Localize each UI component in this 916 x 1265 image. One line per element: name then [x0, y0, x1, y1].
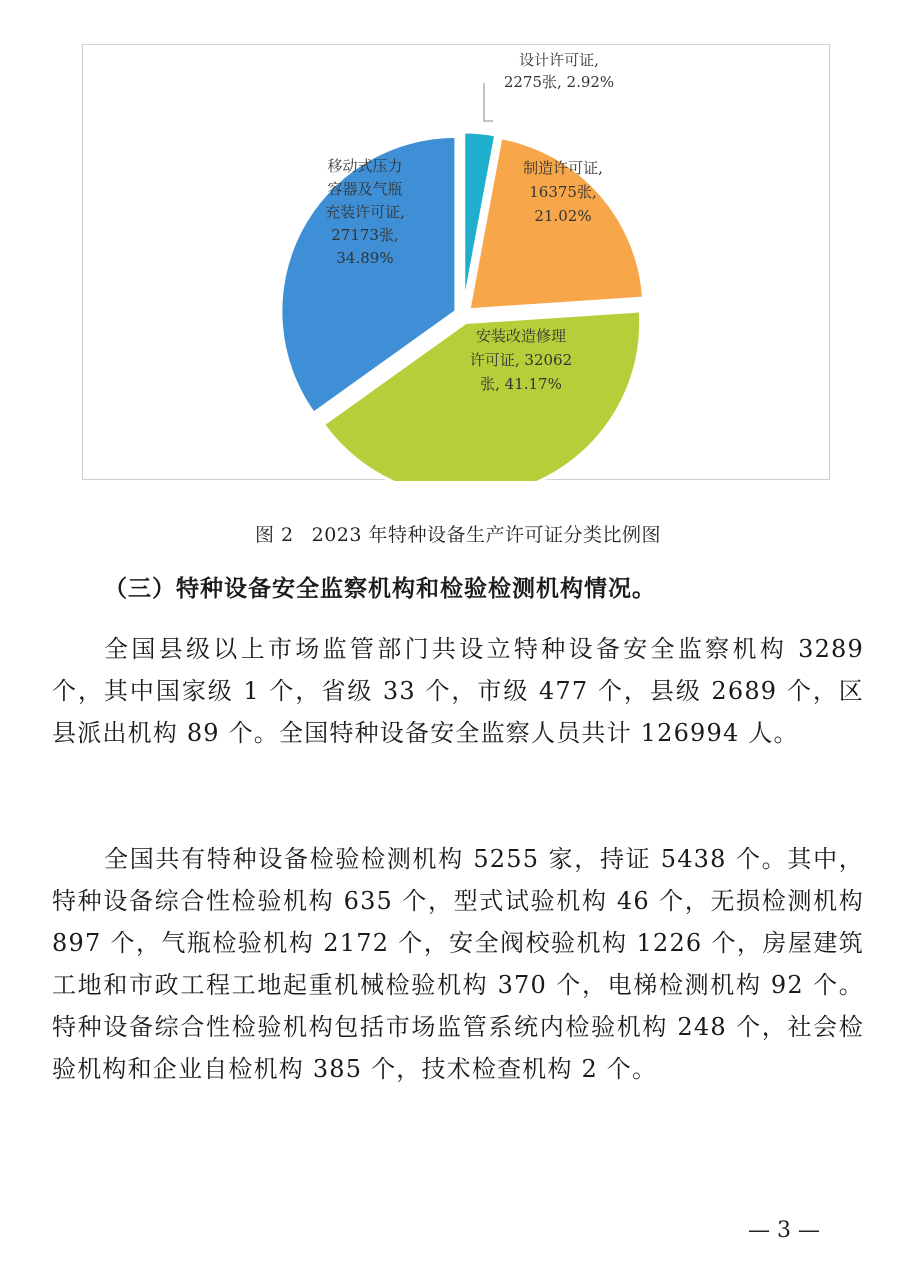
label-line: 制造许可证, — [523, 159, 603, 177]
label-line: 21.02% — [534, 207, 592, 225]
label-line: 移动式压力 — [327, 157, 403, 175]
label-line: 27173张, — [331, 226, 399, 244]
label-line: 安装改造修理 — [475, 327, 567, 345]
label-installation — [470, 327, 572, 393]
label-line: 充装许可证, — [325, 203, 405, 221]
leader-line — [484, 83, 493, 121]
label-filling — [325, 157, 405, 267]
pie-chart-frame — [82, 44, 830, 480]
figure-number: 图 2 — [254, 524, 294, 546]
paragraph-supervision-agencies: 全国县级以上市场监管部门共设立特种设备安全监察机构 3289 个，其中国家级 1 个，省级 33 个，市级 477 个，县级 2689 个，区县派出机构 89 个。全国特种设备安全监察人员共计 126994 人。 — [52, 635, 864, 747]
label-manufacture — [523, 159, 603, 225]
section-heading: （三）特种设备安全监察机构和检验检测机构情况。 — [104, 575, 656, 602]
label-line: 16375张, — [529, 183, 597, 201]
label-line: 2275张, 2.92% — [503, 73, 615, 91]
figure-caption — [0, 520, 916, 547]
label-line: 张, 41.17% — [480, 375, 562, 393]
label-line: 设计许可证, — [519, 51, 599, 69]
label-line: 许可证, 32062 — [469, 351, 573, 369]
page-number: — 3 — — [748, 1218, 820, 1243]
label-line: 容器及气瓶 — [327, 180, 403, 198]
label-line: 34.89% — [336, 249, 394, 267]
figure-caption-text: 2023 年特种设备生产许可证分类比例图 — [311, 524, 662, 546]
label-design — [504, 51, 614, 91]
pie-chart — [83, 45, 831, 481]
paragraph-inspection-agencies: 全国共有特种设备检验检测机构 5255 家，持证 5438 个。其中，特种设备综合性检验机构 635 个，型式试验机构 46 个，无损检测机构 897 个，气瓶检验机构 2172 个，安全阀校验机构 1226 个，房屋建筑工地和市政工程工地起重机械检验机构 370 个，电梯检测机构 92 个。特种设备综合性检验机构包括市场监管系统内检验机构 248 个，社会检验机构和企业自检机构 385 个，技术检查机构 2 个。 — [52, 845, 864, 1083]
